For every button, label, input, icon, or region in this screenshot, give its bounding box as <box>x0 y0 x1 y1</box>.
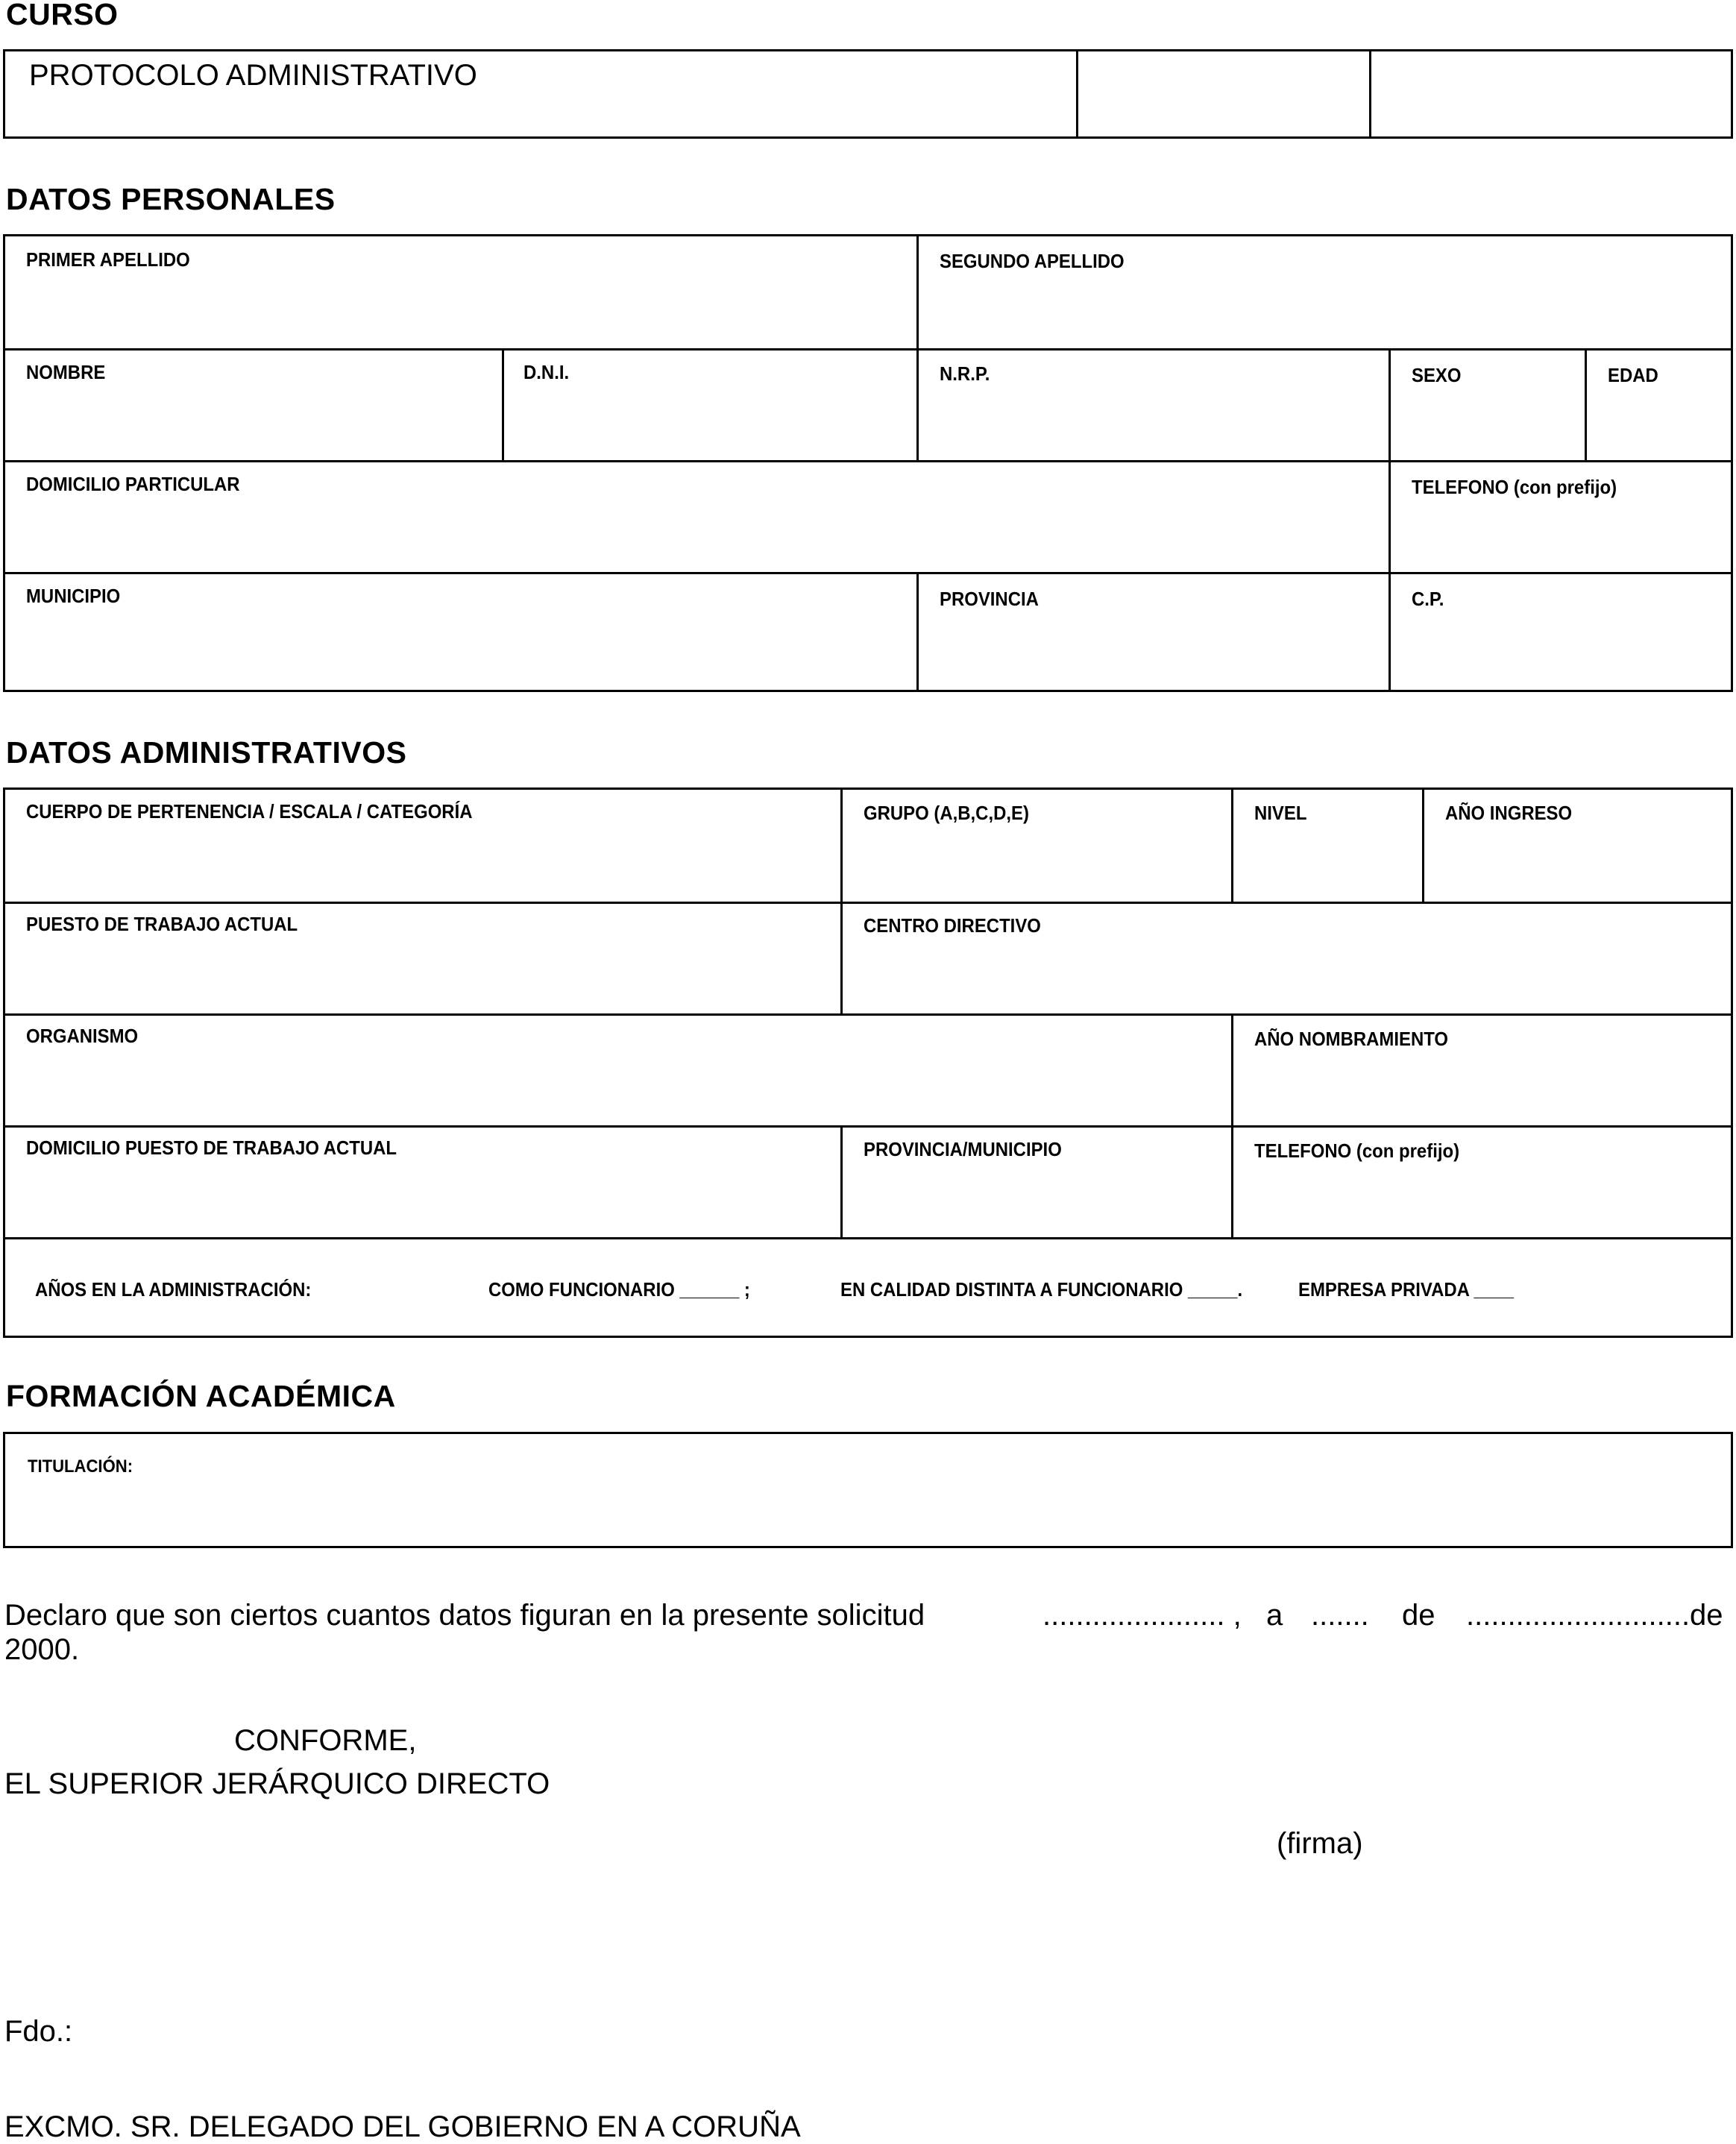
como-funcionario-label: COMO FUNCIONARIO ______ ; <box>488 1278 750 1301</box>
anos-admin-label: AÑOS EN LA ADMINISTRACIÓN: <box>35 1278 312 1301</box>
curso-box <box>3 49 1733 139</box>
firma-text: (firma) <box>1277 1827 1363 1860</box>
segundo-apellido-label: SEGUNDO APELLIDO <box>940 250 1125 272</box>
curso-field-3[interactable] <box>1371 51 1731 136</box>
sexo-field[interactable] <box>1391 350 1585 460</box>
telefono-puesto-field[interactable] <box>1233 1128 1731 1237</box>
provincia-municipio-field[interactable] <box>843 1128 1231 1237</box>
datos-administrativos-box <box>3 788 1733 1338</box>
telefono-label: TELEFONO (con prefijo) <box>1412 476 1617 498</box>
declaracion-text: Declaro que son ciertos cuantos datos figuran en la presente solicitud <box>4 1599 925 1632</box>
datos-personales-box <box>3 234 1733 692</box>
organismo-label: ORGANISMO <box>26 1025 139 1047</box>
cp-field[interactable] <box>1391 574 1731 690</box>
year-text: 2000. <box>4 1633 80 1666</box>
provincia-municipio-label: PROVINCIA/MUNICIPIO <box>864 1138 1062 1160</box>
ano-ingreso-field[interactable] <box>1424 790 1731 902</box>
calidad-distinta-label: EN CALIDAD DISTINTA A FUNCIONARIO _____. <box>840 1278 1243 1301</box>
titulacion-field[interactable] <box>3 1432 1733 1548</box>
nivel-field[interactable] <box>1233 790 1422 902</box>
puesto-field[interactable] <box>5 904 840 1013</box>
nombre-label: NOMBRE <box>26 361 106 383</box>
titulacion-label: TITULACIÓN: <box>28 1456 133 1477</box>
nrp-label: N.R.P. <box>940 362 990 385</box>
organismo-field[interactable] <box>5 1016 1231 1125</box>
conforme-text: CONFORME, <box>234 1724 417 1757</box>
ano-nombramiento-field[interactable] <box>1233 1016 1731 1125</box>
grupo-label: GRUPO (A,B,C,D,E) <box>864 802 1029 824</box>
ano-nombramiento-label: AÑO NOMBRAMIENTO <box>1254 1028 1449 1050</box>
grupo-field[interactable] <box>843 790 1231 902</box>
domicilio-field[interactable] <box>5 462 1389 572</box>
edad-label: EDAD <box>1608 364 1658 386</box>
datos-personales-title: DATOS PERSONALES <box>6 182 336 216</box>
telefono-field[interactable] <box>1391 462 1731 572</box>
dia-blank[interactable]: ....... <box>1311 1599 1369 1632</box>
superior-text: EL SUPERIOR JERÁRQUICO DIRECTO <box>4 1767 550 1800</box>
nivel-label: NIVEL <box>1254 802 1307 824</box>
domicilio-puesto-label: DOMICILIO PUESTO DE TRABAJO ACTUAL <box>26 1137 397 1159</box>
ano-ingreso-label: AÑO INGRESO <box>1445 802 1573 824</box>
puesto-label: PUESTO DE TRABAJO ACTUAL <box>26 913 298 935</box>
sexo-label: SEXO <box>1412 364 1462 386</box>
destinatario-text: EXCMO. SR. DELEGADO DEL GOBIERNO EN A CORUÑA <box>4 2110 801 2143</box>
dni-label: D.N.I. <box>523 361 570 383</box>
de-word: de <box>1402 1599 1435 1632</box>
municipio-field[interactable] <box>5 574 916 690</box>
provincia-field[interactable] <box>919 574 1389 690</box>
primer-apellido-field[interactable] <box>5 236 916 348</box>
nombre-field[interactable] <box>5 350 502 460</box>
datos-administrativos-title: DATOS ADMINISTRATIVOS <box>6 735 407 770</box>
segundo-apellido-field[interactable] <box>919 236 1731 348</box>
dni-field[interactable] <box>504 350 916 460</box>
empresa-privada-label: EMPRESA PRIVADA ____ <box>1298 1278 1514 1301</box>
telefono-puesto-label: TELEFONO (con prefijo) <box>1254 1139 1460 1162</box>
curso-field-2[interactable] <box>1078 51 1369 136</box>
cuerpo-field[interactable] <box>5 790 840 902</box>
nrp-field[interactable] <box>919 350 1389 460</box>
cuerpo-label: CUERPO DE PERTENENCIA / ESCALA / CATEGORÍA <box>26 800 473 823</box>
centro-label: CENTRO DIRECTIVO <box>864 914 1041 937</box>
mes-blank[interactable]: ...........................de <box>1466 1599 1723 1632</box>
cp-label: C.P. <box>1412 588 1444 610</box>
edad-field[interactable] <box>1587 350 1731 460</box>
curso-title: CURSO <box>6 0 119 31</box>
formacion-title: FORMACIÓN ACADÉMICA <box>6 1379 396 1413</box>
provincia-label: PROVINCIA <box>940 588 1039 610</box>
a-word: a <box>1266 1599 1283 1632</box>
primer-apellido-label: PRIMER APELLIDO <box>26 248 190 271</box>
anos-administracion-row[interactable] <box>5 1239 1731 1336</box>
centro-field[interactable] <box>843 904 1731 1013</box>
municipio-label: MUNICIPIO <box>26 585 121 607</box>
curso-name: PROTOCOLO ADMINISTRATIVO <box>29 59 477 92</box>
fdo-text: Fdo.: <box>4 2015 73 2048</box>
domicilio-puesto-field[interactable] <box>5 1128 840 1237</box>
lugar-blank[interactable]: ...................... , <box>1042 1599 1242 1632</box>
domicilio-label: DOMICILIO PARTICULAR <box>26 473 240 495</box>
